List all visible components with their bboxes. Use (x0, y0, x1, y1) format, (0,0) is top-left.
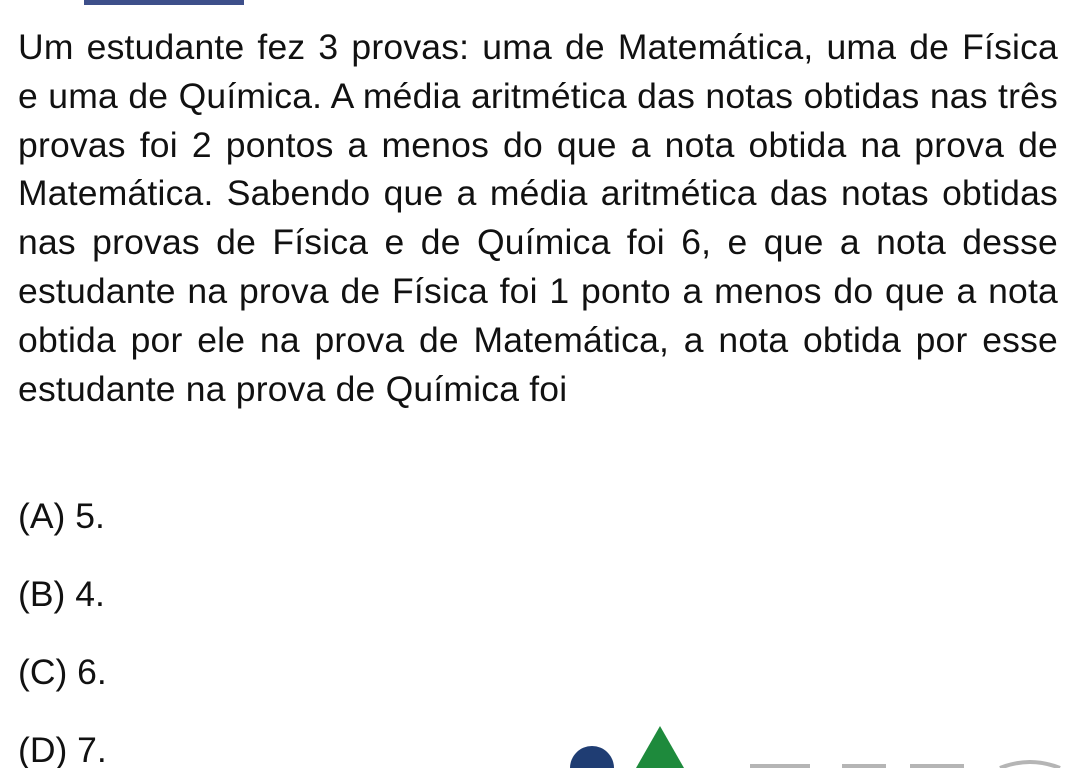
answer-options (18, 492, 107, 768)
option-c-letter: (C) (18, 652, 68, 692)
logo-blue-circle (570, 746, 614, 768)
logo-letter-arc (1000, 762, 1060, 768)
option-c[interactable] (18, 648, 107, 726)
option-a[interactable] (18, 492, 107, 570)
option-a-value: 5. (75, 496, 105, 536)
option-b-value: 4. (75, 574, 105, 614)
option-d-letter: (D) (18, 730, 68, 768)
option-d-value: 7. (77, 730, 107, 768)
option-b[interactable] (18, 570, 107, 648)
option-d[interactable] (18, 726, 107, 768)
logo-green-triangle (636, 726, 684, 768)
logo-letter-bar-3 (910, 764, 964, 768)
logo-letter-bar-1 (750, 764, 810, 768)
option-a-letter: (A) (18, 496, 66, 536)
logo-letter-bar-2 (842, 764, 886, 768)
question-text: Um estudante fez 3 provas: uma de Matemática, uma de Física e uma de Química. A média aritmética das notas obtidas nas três provas foi 2 pontos a menos do que a nota obtida na prova de Matemática. Sabendo que a média aritmética das notas obtidas nas provas de Física e de Química foi 6, e que a nota desse estudante na prova de Física foi 1 ponto a menos do que a nota obtida por ele na prova de Matemática, a nota obtida por esse estudante na prova de Química foi (18, 27, 1058, 409)
header-accent-bar (84, 0, 244, 5)
option-b-letter: (B) (18, 574, 66, 614)
institution-logo-icon (560, 726, 1080, 768)
option-c-value: 6. (77, 652, 107, 692)
